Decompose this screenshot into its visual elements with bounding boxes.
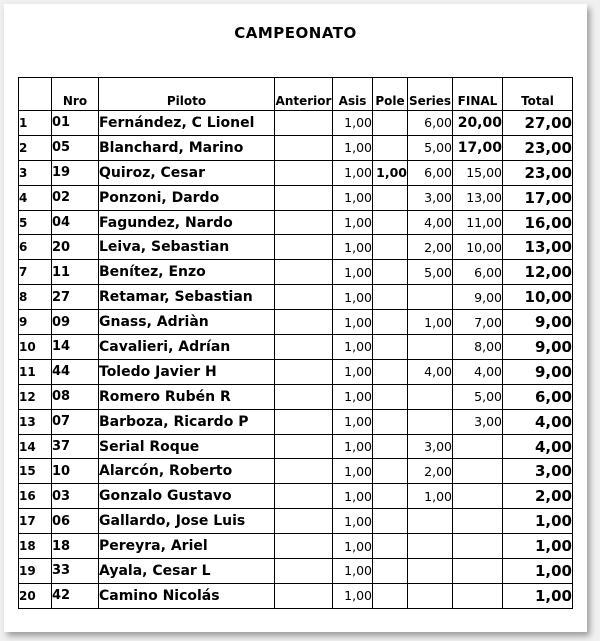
header-series: Series [408,78,453,111]
driver-name-cell: Fagundez, Nardo [99,210,275,235]
total-cell: 27,00 [503,111,573,136]
table-row [19,185,573,210]
pole-cell [373,335,408,360]
series-cell [408,509,453,534]
anterior-cell [275,534,333,559]
document-title: CAMPEONATO [234,24,357,42]
car-number-cell: 10 [52,459,99,484]
series-cell: 1,00 [408,310,453,335]
position-cell: 12 [19,384,52,409]
position-cell: 1 [19,111,52,136]
car-number-cell: 37 [52,434,99,459]
pole-cell [373,534,408,559]
table-row [19,509,573,534]
table-row [19,559,573,584]
asis-cell: 1,00 [333,185,373,210]
position-cell: 16 [19,484,52,509]
total-cell: 9,00 [503,359,573,384]
asis-cell: 1,00 [333,434,373,459]
total-cell: 10,00 [503,285,573,310]
total-cell: 1,00 [503,583,573,608]
driver-name-cell: Leiva, Sebastian [99,235,275,260]
asis-cell: 1,00 [333,235,373,260]
pole-cell [373,135,408,160]
standings-body [19,111,573,609]
position-cell: 14 [19,434,52,459]
car-number-cell: 44 [52,359,99,384]
table-row [19,260,573,285]
position-cell: 6 [19,235,52,260]
driver-name-cell: Pereyra, Ariel [99,534,275,559]
total-cell: 3,00 [503,459,573,484]
total-cell: 1,00 [503,509,573,534]
series-cell [408,583,453,608]
final-cell: 9,00 [453,285,503,310]
series-cell [408,335,453,360]
driver-name-cell: Cavalieri, Adrían [99,335,275,360]
pole-cell [373,210,408,235]
pole-cell [373,111,408,136]
position-cell: 13 [19,409,52,434]
pole-cell [373,434,408,459]
final-cell: 3,00 [453,409,503,434]
driver-name-cell: Gallardo, Jose Luis [99,509,275,534]
car-number-cell: 04 [52,210,99,235]
asis-cell: 1,00 [333,534,373,559]
header-pole: Pole [373,78,408,111]
asis-cell: 1,00 [333,335,373,360]
series-cell: 3,00 [408,434,453,459]
driver-name-cell: Gonzalo Gustavo [99,484,275,509]
header-position [19,78,52,111]
final-cell [453,459,503,484]
final-cell: 13,00 [453,185,503,210]
position-cell: 2 [19,135,52,160]
car-number-cell: 08 [52,384,99,409]
header-anterior: Anterior [275,78,333,111]
series-cell: 4,00 [408,210,453,235]
total-cell: 23,00 [503,160,573,185]
asis-cell: 1,00 [333,459,373,484]
asis-cell: 1,00 [333,509,373,534]
anterior-cell [275,185,333,210]
position-cell: 5 [19,210,52,235]
anterior-cell [275,484,333,509]
position-cell: 4 [19,185,52,210]
anterior-cell [275,459,333,484]
position-cell: 18 [19,534,52,559]
position-cell: 19 [19,559,52,584]
table-row [19,310,573,335]
series-cell: 2,00 [408,235,453,260]
pole-cell [373,235,408,260]
final-cell: 7,00 [453,310,503,335]
total-cell: 9,00 [503,335,573,360]
total-cell: 4,00 [503,434,573,459]
driver-name-cell: Blanchard, Marino [99,135,275,160]
total-cell: 12,00 [503,260,573,285]
header-row [19,78,573,111]
car-number-cell: 27 [52,285,99,310]
final-cell [453,434,503,459]
table-row [19,359,573,384]
table-row [19,285,573,310]
car-number-cell: 02 [52,185,99,210]
final-cell: 5,00 [453,384,503,409]
anterior-cell [275,559,333,584]
anterior-cell [275,111,333,136]
pole-cell [373,509,408,534]
driver-name-cell: Ponzoni, Dardo [99,185,275,210]
final-cell: 17,00 [453,135,503,160]
series-cell: 1,00 [408,484,453,509]
anterior-cell [275,335,333,360]
final-cell: 20,00 [453,111,503,136]
pole-cell [373,359,408,384]
pole-cell [373,384,408,409]
position-cell: 10 [19,335,52,360]
series-cell: 6,00 [408,160,453,185]
final-cell: 11,00 [453,210,503,235]
asis-cell: 1,00 [333,111,373,136]
anterior-cell [275,260,333,285]
car-number-cell: 42 [52,583,99,608]
table-row [19,111,573,136]
asis-cell: 1,00 [333,310,373,335]
anterior-cell [275,160,333,185]
asis-cell: 1,00 [333,135,373,160]
driver-name-cell: Retamar, Sebastian [99,285,275,310]
series-cell [408,384,453,409]
driver-name-cell: Romero Rubén R [99,384,275,409]
table-row [19,160,573,185]
car-number-cell: 05 [52,135,99,160]
pole-cell [373,559,408,584]
pole-cell [373,484,408,509]
asis-cell: 1,00 [333,583,373,608]
anterior-cell [275,210,333,235]
driver-name-cell: Ayala, Cesar L [99,559,275,584]
position-cell: 9 [19,310,52,335]
asis-cell: 1,00 [333,285,373,310]
position-cell: 17 [19,509,52,534]
header-final: FINAL [453,78,503,111]
series-cell: 2,00 [408,459,453,484]
header-asis: Asis [333,78,373,111]
position-cell: 3 [19,160,52,185]
driver-name-cell: Benítez, Enzo [99,260,275,285]
asis-cell: 1,00 [333,359,373,384]
car-number-cell: 11 [52,260,99,285]
series-cell: 5,00 [408,135,453,160]
asis-cell: 1,00 [333,559,373,584]
car-number-cell: 19 [52,160,99,185]
asis-cell: 1,00 [333,160,373,185]
table-row [19,235,573,260]
table-row [19,210,573,235]
car-number-cell: 06 [52,509,99,534]
car-number-cell: 33 [52,559,99,584]
total-cell: 6,00 [503,384,573,409]
total-cell: 1,00 [503,559,573,584]
header-piloto: Piloto [99,78,275,111]
final-cell: 15,00 [453,160,503,185]
standings-sheet [4,4,587,632]
final-cell: 4,00 [453,359,503,384]
header-nro: Nro [52,78,99,111]
asis-cell: 1,00 [333,210,373,235]
total-cell: 17,00 [503,185,573,210]
anterior-cell [275,285,333,310]
series-cell: 5,00 [408,260,453,285]
final-cell [453,559,503,584]
table-row [19,335,573,360]
table-row [19,384,573,409]
asis-cell: 1,00 [333,384,373,409]
pole-cell [373,459,408,484]
car-number-cell: 09 [52,310,99,335]
final-cell [453,534,503,559]
total-cell: 16,00 [503,210,573,235]
anterior-cell [275,384,333,409]
position-cell: 20 [19,583,52,608]
car-number-cell: 03 [52,484,99,509]
car-number-cell: 18 [52,534,99,559]
pole-cell [373,409,408,434]
anterior-cell [275,434,333,459]
driver-name-cell: Fernández, C Lionel [99,111,275,136]
table-row [19,534,573,559]
pole-cell [373,310,408,335]
anterior-cell [275,235,333,260]
asis-cell: 1,00 [333,484,373,509]
total-cell: 2,00 [503,484,573,509]
anterior-cell [275,409,333,434]
driver-name-cell: Camino Nicolás [99,583,275,608]
asis-cell: 1,00 [333,260,373,285]
table-row [19,484,573,509]
driver-name-cell: Gnass, Adriàn [99,310,275,335]
final-cell [453,583,503,608]
pole-cell [373,583,408,608]
driver-name-cell: Alarcón, Roberto [99,459,275,484]
driver-name-cell: Barboza, Ricardo P [99,409,275,434]
driver-name-cell: Serial Roque [99,434,275,459]
position-cell: 7 [19,260,52,285]
series-cell [408,285,453,310]
total-cell: 23,00 [503,135,573,160]
position-cell: 8 [19,285,52,310]
anterior-cell [275,359,333,384]
final-cell [453,484,503,509]
anterior-cell [275,135,333,160]
car-number-cell: 07 [52,409,99,434]
final-cell [453,509,503,534]
pole-cell: 1,00 [373,160,408,185]
series-cell [408,409,453,434]
driver-name-cell: Quiroz, Cesar [99,160,275,185]
total-cell: 1,00 [503,534,573,559]
car-number-cell: 01 [52,111,99,136]
series-cell: 6,00 [408,111,453,136]
anterior-cell [275,509,333,534]
series-cell [408,559,453,584]
car-number-cell: 20 [52,235,99,260]
series-cell: 3,00 [408,185,453,210]
table-row [19,434,573,459]
final-cell: 10,00 [453,235,503,260]
table-row [19,459,573,484]
driver-name-cell: Toledo Javier H [99,359,275,384]
table-row [19,583,573,608]
final-cell: 6,00 [453,260,503,285]
pole-cell [373,285,408,310]
anterior-cell [275,583,333,608]
header-total: Total [503,78,573,111]
standings-table [18,77,573,609]
series-cell [408,534,453,559]
series-cell: 4,00 [408,359,453,384]
total-cell: 13,00 [503,235,573,260]
pole-cell [373,185,408,210]
total-cell: 4,00 [503,409,573,434]
car-number-cell: 14 [52,335,99,360]
final-cell: 8,00 [453,335,503,360]
total-cell: 9,00 [503,310,573,335]
asis-cell: 1,00 [333,409,373,434]
position-cell: 11 [19,359,52,384]
table-row [19,409,573,434]
position-cell: 15 [19,459,52,484]
pole-cell [373,260,408,285]
anterior-cell [275,310,333,335]
table-row [19,135,573,160]
